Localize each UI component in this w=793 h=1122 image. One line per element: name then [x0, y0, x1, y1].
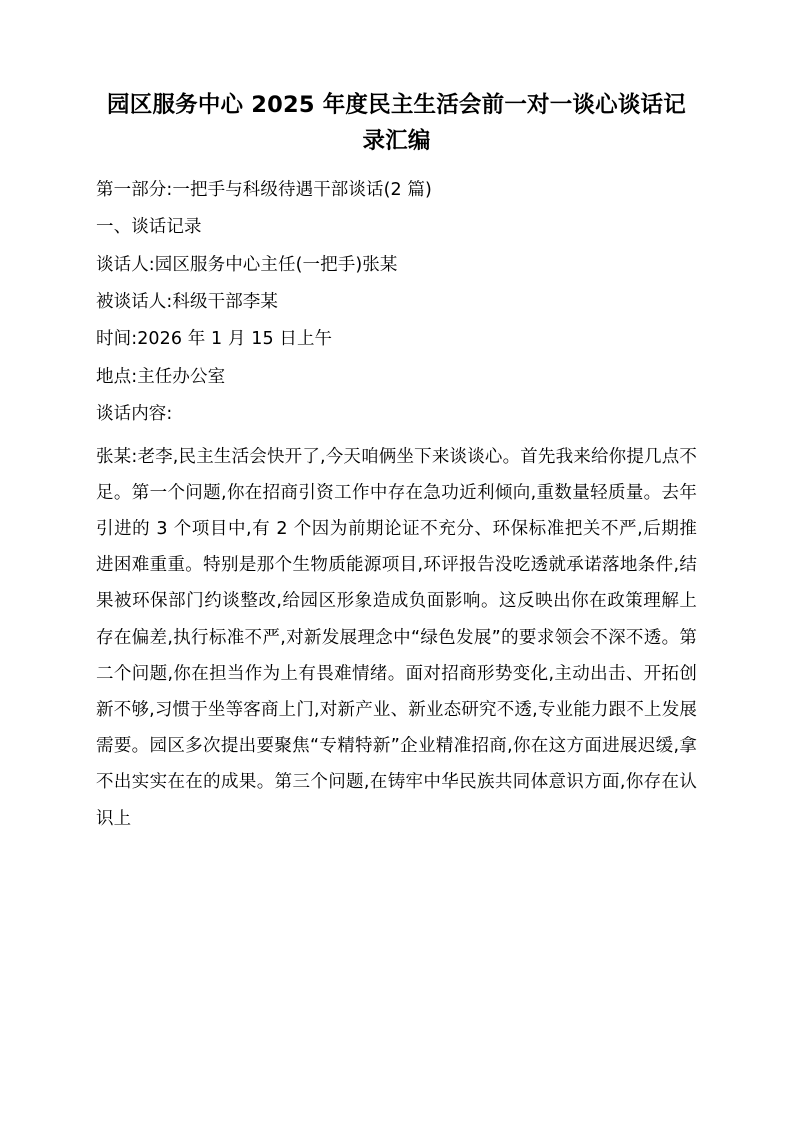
field-time: 时间:2026 年 1 月 15 日上午	[96, 329, 333, 350]
page-title: 园区服务中心 2025 年度民主生活会前一对一谈心谈话记录汇编	[107, 92, 686, 154]
subsection-heading: 一、谈话记录	[96, 217, 202, 238]
body-paragraph: 张某:老李,民主生活会快开了,今天咱俩坐下来谈谈心。首先我来给你提几点不足。第一个问题,你在招商引资工作中存在急功近利倾向,重数量轻质量。去年引进的 3 个项目中,有 2 个因为前期论证不充分、环保标准把关不严,后期推进困难重重。特别是那个生物质能源项目,环评报告没吃透就承诺落地条件,结果被环保部门约谈整改,给园区形象造成负面影响。这反映出你在政策理解上存在偏差,执行标准不严,对新发展理念中“绿色发展”的要求领会不深不透。第二个问题,你在担当作为上有畏难情绪。面对招商形势变化,主动出击、开拓创新不够,习惯于坐等客商上门,对新产业、新业态研究不透,专业能力跟不上发展需要。园区多次提出要聚焦“专精特新”企业精准招商,你在这方面进展迟缓,拿不出实实在在的成果。第三个问题,在铸牢中华民族共同体意识方面,你存在认识上	[96, 446, 697, 829]
conversation-body	[96, 439, 697, 837]
field-content-label: 谈话内容:	[96, 404, 173, 425]
section-heading: 第一部分:一把手与科级待遇干部谈话(2 篇)	[96, 180, 432, 201]
field-location: 地点:主任办公室	[96, 366, 226, 387]
field-interviewee: 被谈话人:科级干部李某	[96, 292, 278, 313]
field-interviewer: 谈话人:园区服务中心主任(一把手)张某	[96, 254, 398, 275]
